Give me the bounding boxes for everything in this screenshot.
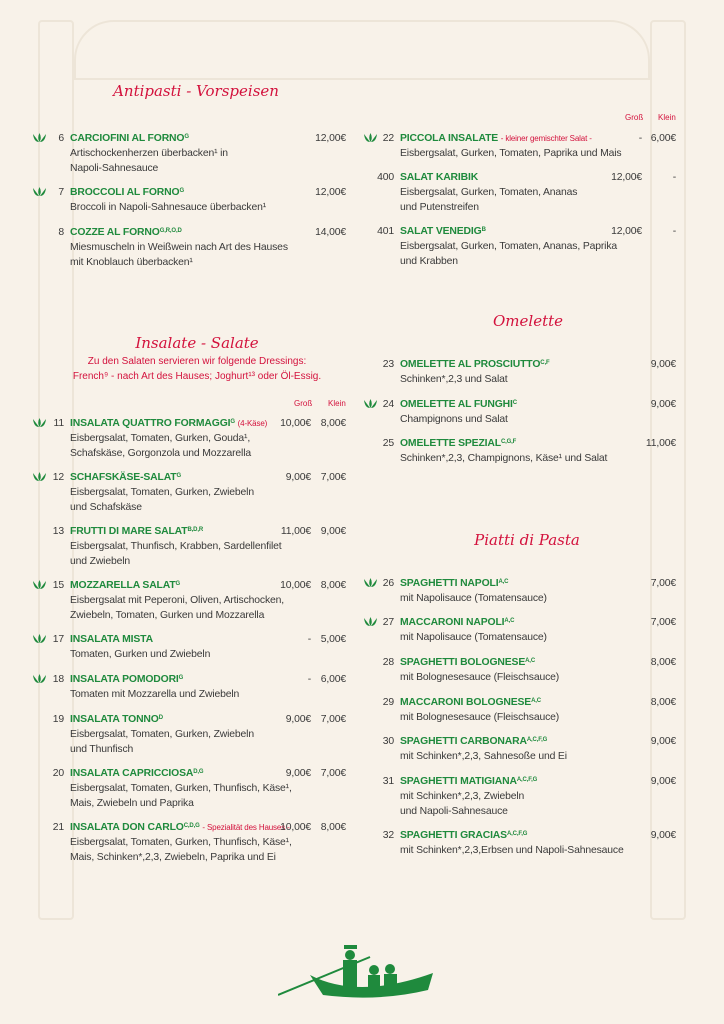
item-description: Broccoli in Napoli-Sahnesauce überbacken¹	[70, 202, 267, 213]
item-price-klein: 8,00€	[320, 580, 346, 591]
allergen-codes: C	[512, 400, 517, 406]
item-number: 26	[382, 578, 394, 589]
item-description: Eisbergsalat, Tomaten, Gurken, Thunfisch, Käse¹,	[70, 837, 292, 848]
item-name-wrap	[400, 774, 537, 789]
item-description: Tomaten, Gurken und Zwiebeln	[70, 649, 211, 660]
item-price-klein: 8,00€	[320, 822, 346, 833]
allergen-codes: G	[184, 134, 189, 140]
item-price: 9,00€	[650, 399, 676, 410]
item-number: 400	[377, 172, 394, 183]
allergen-codes: C,F	[540, 360, 550, 366]
item-price-gross: 9,00€	[285, 714, 311, 725]
item-price: 7,00€	[650, 617, 676, 628]
item-price: 12,00€	[315, 187, 346, 198]
item-price-klein: 7,00€	[320, 768, 346, 779]
item-description: Eisbergsalat, Gurken, Tomaten, Ananas, Paprika	[400, 241, 618, 252]
item-number: 30	[382, 736, 394, 747]
item-price-gross: 9,00€	[285, 768, 311, 779]
item-description: Eisbergsalat, Tomaten, Gurken, Zwiebeln	[70, 487, 254, 498]
gondola-logo	[278, 940, 438, 1005]
allergen-codes: C,D,G	[183, 823, 200, 829]
item-number: 13	[52, 526, 64, 537]
item-number: 20	[52, 768, 64, 779]
item-name: SALAT VENEDIG	[400, 226, 482, 237]
item-name: CARCIOFINI AL FORNO	[70, 133, 185, 144]
item-name-wrap	[400, 734, 547, 749]
allergen-codes: A,C	[504, 618, 515, 624]
item-description: mit Knoblauch überbacken¹	[70, 257, 193, 268]
item-name: SPAGHETTI GRACIAS	[400, 830, 507, 841]
allergen-codes: G,R,O,D	[159, 228, 182, 234]
item-number: 25	[382, 438, 394, 449]
item-name: INSALATA TONNO	[70, 714, 159, 725]
item-number: 24	[382, 399, 394, 410]
item-number: 29	[382, 697, 394, 708]
item-description: und Thunfisch	[70, 744, 134, 755]
item-name: SPAGHETTI MATIGIANA	[400, 776, 517, 787]
price-header-gross: Groß	[294, 399, 313, 408]
item-name-wrap	[400, 576, 508, 591]
item-description: Schafskäse, Gorgonzola und Mozzarella	[70, 448, 252, 459]
heading-insalate: Insalate - Salate	[135, 334, 259, 352]
item-description: und Zwiebeln	[70, 556, 131, 567]
item-price-gross: 10,00€	[280, 580, 311, 591]
allergen-codes: A,C,F,G	[516, 777, 538, 783]
item-description: Eisbergsalat, Tomaten, Gurken, Thunfisch, Käse¹,	[70, 783, 292, 794]
item-number: 27	[382, 617, 394, 628]
decorative-arch	[74, 20, 650, 80]
item-price: 8,00€	[650, 697, 676, 708]
item-name: FRUTTI DI MARE SALAT	[70, 526, 188, 537]
item-number: 32	[382, 830, 394, 841]
item-description: Napoli-Sahnesauce	[70, 163, 159, 174]
item-name-wrap	[70, 632, 153, 647]
item-name-wrap	[70, 524, 203, 539]
allergen-codes: G	[179, 188, 184, 194]
item-price-klein: 5,00€	[320, 634, 346, 645]
salad-dressing-note-1: Zu den Salaten servieren wir folgende Dressings:	[87, 356, 307, 367]
price-header-klein: Klein	[328, 399, 346, 408]
item-note: - Spezialität des Hauses -	[202, 823, 290, 832]
item-price-klein: 6,00€	[650, 133, 676, 144]
item-description: mit Bolognesesauce (Fleischsauce)	[400, 712, 560, 723]
item-price-klein: 9,00€	[320, 526, 346, 537]
item-name-wrap	[70, 578, 180, 593]
item-price: 9,00€	[650, 776, 676, 787]
item-name-wrap	[70, 225, 182, 240]
item-description: mit Napolisauce (Tomatensauce)	[400, 632, 547, 643]
item-description: mit Bolognesesauce (Fleischsauce)	[400, 672, 560, 683]
item-name-wrap	[70, 766, 203, 781]
item-description: mit Schinken*,2,3, Sahnesoße und Ei	[400, 751, 567, 762]
item-description: Eisbergsalat mit Peperoni, Oliven, Artischocken,	[70, 595, 284, 606]
item-price-klein: 8,00€	[320, 418, 346, 429]
allergen-codes: G	[230, 419, 235, 425]
item-description: Tomaten mit Mozzarella und Zwiebeln	[70, 689, 240, 700]
item-price-klein: -	[672, 226, 676, 237]
item-name-wrap	[70, 712, 163, 727]
item-name-wrap	[70, 185, 184, 200]
allergen-codes: C,G,F	[500, 439, 517, 445]
item-description: und Putenstreifen	[400, 202, 479, 213]
item-number: 28	[382, 657, 394, 668]
item-price-gross: 9,00€	[285, 472, 311, 483]
item-number: 23	[382, 359, 394, 370]
item-name: OMELETTE SPEZIAL	[400, 438, 501, 449]
item-price-gross: 10,00€	[280, 418, 311, 429]
item-name-wrap	[400, 436, 516, 451]
item-price-gross: -	[307, 634, 311, 645]
item-description: Eisbergsalat, Thunfisch, Krabben, Sardellenfilet	[70, 541, 282, 552]
item-description: mit Schinken*,2,3, Zwiebeln	[400, 791, 525, 802]
item-name-wrap	[400, 397, 517, 412]
allergen-codes: A,C	[498, 579, 509, 585]
item-description: und Krabben	[400, 256, 458, 267]
item-name-wrap	[400, 828, 527, 843]
item-price-klein: 6,00€	[320, 674, 346, 685]
item-number: 17	[52, 634, 64, 645]
heading-omelette: Omelette	[492, 312, 564, 330]
item-name-wrap	[70, 672, 183, 687]
item-name-wrap	[70, 416, 267, 431]
item-name: SCHAFSKÄSE-SALAT	[70, 472, 177, 483]
item-number: 6	[58, 133, 64, 144]
item-name: MOZZARELLA SALAT	[70, 580, 176, 591]
item-price: 7,00€	[650, 578, 676, 589]
allergen-codes: G	[178, 675, 184, 681]
item-name: BROCCOLI AL FORNO	[70, 187, 180, 198]
allergen-codes: B,D,R	[187, 527, 204, 533]
item-price: 12,00€	[315, 133, 346, 144]
item-name: INSALATA POMODORI	[70, 674, 179, 685]
item-description: Eisbergsalat, Tomaten, Gurken, Gouda¹,	[70, 433, 251, 444]
item-price-gross: 12,00€	[611, 172, 642, 183]
item-number: 401	[377, 226, 394, 237]
item-name: PICCOLA INSALATE	[400, 133, 499, 144]
item-price: 14,00€	[315, 227, 346, 238]
item-price: 8,00€	[650, 657, 676, 668]
allergen-codes: A,C,F,G	[506, 831, 528, 837]
item-description: und Schafskäse	[70, 502, 142, 513]
item-note: - kleiner gemischter Salat -	[500, 134, 592, 143]
item-name: INSALATA QUATTRO FORMAGGI	[70, 418, 231, 429]
item-name-wrap	[70, 131, 189, 146]
allergen-codes: D	[158, 715, 163, 721]
item-description: Champignons und Salat	[400, 414, 508, 425]
item-number: 7	[58, 187, 64, 198]
item-price-gross: -	[307, 674, 311, 685]
item-description: Eisbergsalat, Gurken, Tomaten, Ananas	[400, 187, 578, 198]
allergen-codes: A,C,F,G	[526, 737, 548, 743]
item-price-klein: 7,00€	[320, 472, 346, 483]
item-name: SALAT KARIBIK	[400, 172, 479, 183]
allergen-codes: G	[175, 581, 181, 587]
item-number: 8	[58, 227, 64, 238]
item-name: OMELETTE AL FUNGHI	[400, 399, 513, 410]
item-name: SPAGHETTI CARBONARA	[400, 736, 527, 747]
item-number: 19	[52, 714, 64, 725]
allergen-codes: D,G	[193, 769, 204, 775]
item-price: 9,00€	[650, 736, 676, 747]
item-name-wrap	[70, 820, 290, 835]
item-name: SPAGHETTI BOLOGNESE	[400, 657, 526, 668]
item-price-gross: -	[638, 133, 642, 144]
item-number: 22	[382, 133, 394, 144]
item-number: 31	[382, 776, 394, 787]
price-header-klein: Klein	[658, 113, 676, 122]
item-price-gross: 10,00€	[280, 822, 311, 833]
item-name-wrap	[400, 357, 549, 372]
item-description: und Napoli-Sahnesauce	[400, 806, 508, 817]
item-description: Zwiebeln, Tomaten, Gurken und Mozzarella	[70, 610, 265, 621]
item-name: MACCARONI BOLOGNESE	[400, 697, 532, 708]
item-price-klein: -	[672, 172, 676, 183]
item-name: INSALATA MISTA	[70, 634, 153, 645]
item-price: 9,00€	[650, 830, 676, 841]
item-description: Schinken*,2,3, Champignons, Käse¹ und Salat	[400, 453, 608, 464]
item-number: 18	[52, 674, 64, 685]
item-description: mit Napolisauce (Tomatensauce)	[400, 593, 547, 604]
item-price-gross: 12,00€	[611, 226, 642, 237]
item-description: mit Schinken*,2,3,Erbsen und Napoli-Sahnesauce	[400, 845, 624, 856]
item-number: 15	[52, 580, 64, 591]
item-name: SPAGHETTI NAPOLI	[400, 578, 499, 589]
item-name: MACCARONI NAPOLI	[400, 617, 505, 628]
allergen-codes: A,C	[531, 698, 541, 704]
item-name-wrap	[400, 615, 514, 630]
salad-dressing-note-2: French⁹ - nach Art des Hauses; Joghurt¹³ oder Öl-Essig.	[72, 371, 322, 382]
item-description: Artischockenherzen überbacken¹ in	[70, 148, 228, 159]
item-price: 9,00€	[650, 359, 676, 370]
item-price: 11,00€	[645, 438, 676, 449]
item-note: (4-Käse)	[237, 419, 268, 428]
item-name-wrap	[400, 224, 486, 239]
item-price-klein: 7,00€	[320, 714, 346, 725]
heading-pasta: Piatti di Pasta	[474, 531, 580, 549]
item-number: 12	[52, 472, 64, 483]
item-name: INSALATA DON CARLO	[70, 822, 184, 833]
item-name: OMELETTE AL PROSCIUTTO	[400, 359, 541, 370]
item-name: COZZE AL FORNO	[70, 227, 160, 238]
item-name-wrap	[400, 131, 592, 146]
item-description: Miesmuscheln in Weißwein nach Art des Hauses	[70, 242, 288, 253]
item-description: Eisbergsalat, Tomaten, Gurken, Zwiebeln	[70, 729, 254, 740]
item-number: 21	[52, 822, 64, 833]
heading-antipasti: Antipasti - Vorspeisen	[113, 82, 279, 100]
allergen-codes: G	[176, 473, 182, 479]
item-name-wrap	[400, 695, 541, 710]
item-description: Schinken*,2,3 und Salat	[400, 374, 508, 385]
allergen-codes: A,C	[525, 658, 536, 664]
item-description: Eisbergsalat, Gurken, Tomaten, Paprika und Mais	[400, 148, 622, 159]
item-description: Mais, Zwiebeln und Paprika	[70, 798, 194, 809]
item-price-gross: 11,00€	[280, 526, 311, 537]
item-name-wrap	[400, 655, 535, 670]
item-name-wrap	[70, 470, 181, 485]
item-name-wrap	[400, 170, 478, 185]
allergen-codes: B	[481, 227, 486, 233]
price-header-gross: Groß	[625, 113, 644, 122]
item-description: Mais, Schinken*,2,3, Zwiebeln, Paprika und Ei	[70, 852, 276, 863]
item-number: 11	[53, 418, 64, 429]
item-name: INSALATA CAPRICCIOSA	[70, 768, 194, 779]
